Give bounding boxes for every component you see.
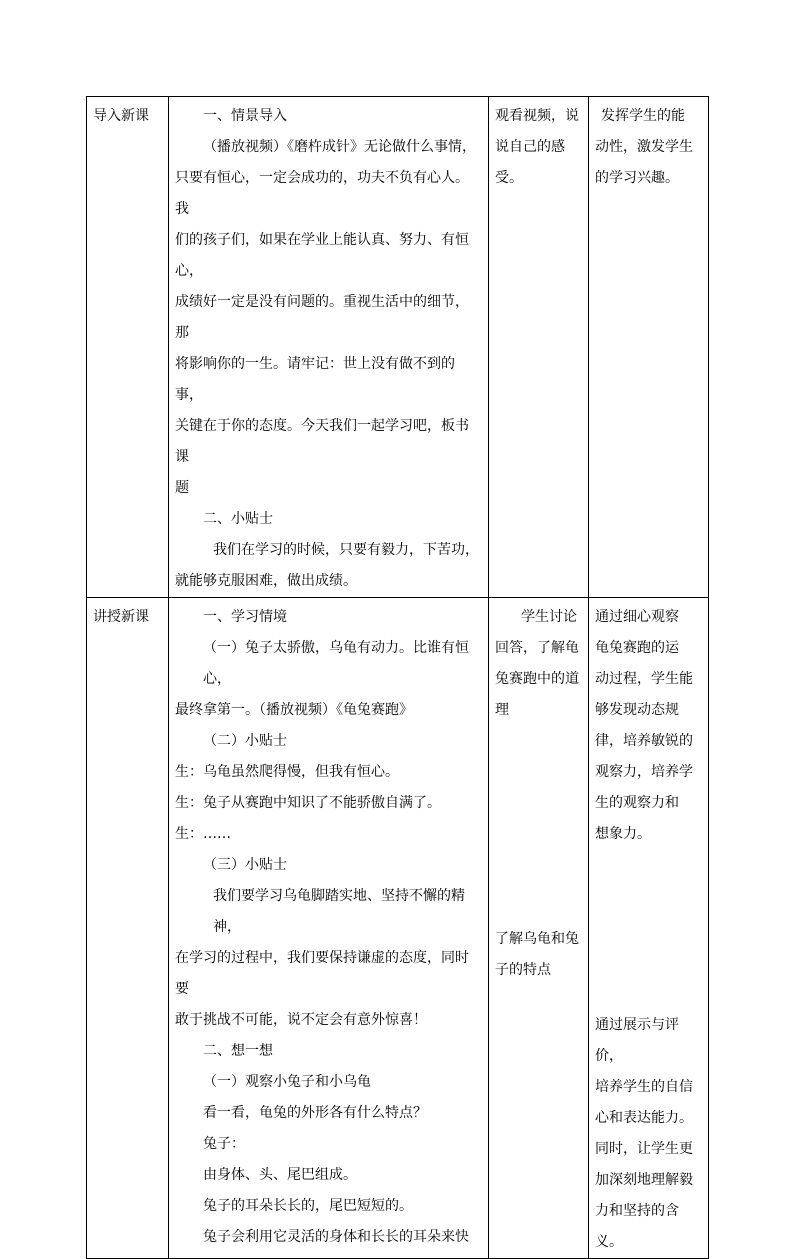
section-heading: 一、学习情境	[203, 609, 287, 625]
intent-line: 培养学生的自信	[595, 1079, 693, 1095]
section-heading: （三）小贴士	[203, 857, 287, 873]
intent-line: 的学习兴趣。	[595, 170, 679, 186]
intent-line: 心和表达能力。	[595, 1110, 693, 1126]
content-line: 题	[175, 480, 189, 496]
content-line: 生：……	[175, 826, 231, 842]
stage-label: 讲授新课	[93, 609, 149, 625]
intent-line: 龟兔赛跑的运	[595, 640, 679, 656]
activity-line: 回答，了解龟	[495, 640, 579, 656]
content-line: 我们在学习的时候，只要有毅力，下苦功，	[213, 542, 479, 558]
section-heading: （二）小贴士	[203, 733, 287, 749]
activity-line: 学生讨论	[521, 609, 577, 625]
content-line: 兔子会利用它灵活的身体和长长的耳朵来快	[203, 1229, 469, 1245]
content-line: 们的孩子们，如果在学业上能认真、努力、有恒心，	[175, 232, 469, 279]
spacer	[595, 850, 702, 1010]
spacer	[495, 726, 582, 924]
content-line: 看一看，龟兔的外形各有什么特点？	[203, 1105, 427, 1121]
content-line: 只要有恒心，一定会成功的，功夫不负有心人。我	[175, 170, 469, 217]
content-cell	[169, 598, 489, 1259]
content-line: 就能够克服困难，做出成绩。	[175, 573, 357, 589]
student-activity-cell	[489, 97, 589, 598]
intent-line: 同时，让学生更	[595, 1141, 693, 1157]
content-line: 成绩好一定是没有问题的。重视生活中的细节，那	[175, 294, 469, 341]
activity-line: 说自己的感受。	[495, 139, 565, 186]
content-line: 兔子的耳朵长长的，尾巴短短的。	[203, 1198, 413, 1214]
content-line: 在学习的过程中，我们要保持谦虚的态度，同时要	[175, 950, 469, 997]
stage-label: 导入新课	[93, 108, 149, 124]
activity-line: 观看视频，说	[495, 108, 579, 124]
content-line: 由身体、头、尾巴组成。	[203, 1167, 357, 1183]
design-intent-cell	[589, 97, 709, 598]
stage-cell	[87, 97, 169, 598]
intent-line: 动性，激发学生	[595, 139, 693, 155]
stage-cell	[87, 598, 169, 1259]
content-cell	[169, 97, 489, 598]
content-line: 生：兔子从赛跑中知识了不能骄傲自满了。	[175, 795, 441, 811]
activity-line: 理	[495, 702, 509, 718]
section-heading: 一、情景导入	[203, 108, 287, 124]
intent-line: 通过展示与评价，	[595, 1017, 679, 1064]
intent-line: 想象力。	[595, 826, 651, 842]
intent-line: 律，培养敏锐的	[595, 733, 693, 749]
table-row	[87, 97, 709, 598]
content-line: 兔子：	[203, 1136, 245, 1152]
intent-line: 加深刻地理解毅	[595, 1172, 693, 1188]
intent-line: 动过程，学生能	[595, 671, 693, 687]
intent-line: 生的观察力和	[595, 795, 679, 811]
content-line: 敢于挑战不可能，说不定会有意外惊喜！	[175, 1012, 427, 1028]
intent-line: 力和坚持的含义。	[595, 1203, 679, 1250]
content-line: 生：乌龟虽然爬得慢，但我有恒心。	[175, 764, 399, 780]
intent-line: 通过细心观察	[595, 609, 679, 625]
section-heading: 二、小贴士	[203, 511, 273, 527]
content-line: 我们要学习乌龟脚踏实地、坚持不懈的精神，	[213, 888, 465, 935]
content-line: 将影响你的一生。请牢记：世上没有做不到的事，	[175, 356, 455, 403]
intent-line: 发挥学生的能	[601, 108, 685, 124]
content-line: （一）兔子太骄傲，乌龟有动力。比谁有恒心，	[203, 640, 469, 687]
intent-line: 观察力，培养学	[595, 764, 693, 780]
activity-line: 兔赛跑中的道	[495, 671, 579, 687]
content-line: 最终拿第一。（播放视频）《龟兔赛跑》	[175, 702, 413, 718]
content-line: 关键在于你的态度。今天我们一起学习吧，板书课	[175, 418, 469, 465]
student-activity-cell	[489, 598, 589, 1259]
design-intent-cell	[589, 598, 709, 1259]
activity-line: 子的特点	[495, 962, 551, 978]
lesson-plan-table	[86, 96, 709, 1259]
section-heading: 二、想一想	[203, 1043, 273, 1059]
intent-line: 够发现动态规	[595, 702, 679, 718]
content-line: （播放视频）《磨杵成针》无论做什么事情，	[203, 139, 476, 155]
table-row	[87, 598, 709, 1259]
content-line: （一）观察小兔子和小乌龟	[203, 1074, 371, 1090]
activity-line: 了解乌龟和兔	[495, 931, 579, 947]
